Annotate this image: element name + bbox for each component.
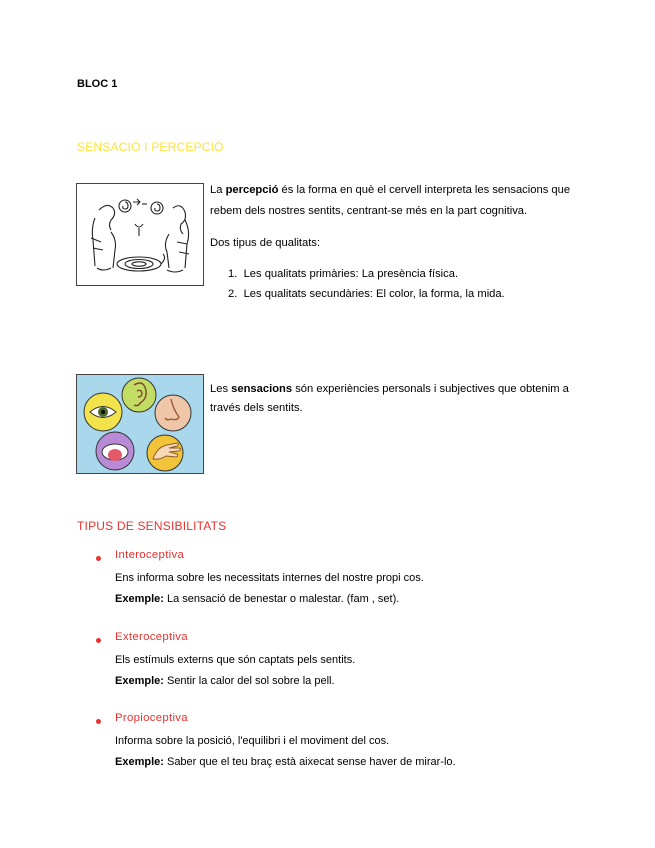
type-title-interoceptiva: Interoceptiva (115, 549, 185, 561)
bullet-icon (96, 638, 101, 643)
senses-drawing (77, 375, 203, 473)
perception-keyword: percepció (225, 184, 279, 196)
example-text: La sensació de benestar o malestar. (fam , set). (163, 593, 400, 605)
section-heading-sensibilitats: TIPUS DE SENSIBILITATS (77, 519, 227, 533)
quality-item-2-number: 2. (228, 288, 238, 300)
type-desc-interoceptiva: Ens informa sobre les necessitats internes del nostre propi cos. (115, 572, 424, 584)
section-heading-sensacio: SENSACIÓ I PERCEPCIÓ (77, 140, 224, 154)
senses-illustration (76, 374, 204, 474)
type-desc-exteroceptiva: Els estímuls externs que són captats pels sentits. (115, 654, 356, 666)
quality-item-1-number: 1. (228, 268, 238, 280)
type-desc-propioceptiva: Informa sobre la posició, l'equilibri i el moviment del cos. (115, 735, 390, 747)
sensations-pre: Les (210, 383, 232, 395)
nose-icon (155, 395, 191, 431)
bullet-icon (96, 719, 101, 724)
type-example-exteroceptiva (115, 675, 335, 687)
type-title-exteroceptiva: Exteroceptiva (115, 631, 188, 643)
sensations-keyword: sensacions (231, 383, 293, 395)
example-text: Saber que el teu braç està aixecat sense haver de mirar-lo. (163, 756, 456, 768)
quality-item-1 (228, 268, 458, 280)
perception-illustration (76, 183, 204, 286)
type-example-propioceptiva (115, 756, 456, 768)
perception-pre: La (210, 184, 226, 196)
type-example-interoceptiva (115, 593, 399, 605)
perception-paragraph (210, 180, 580, 222)
example-text: Sentir la calor del sol sobre la pell. (163, 675, 335, 687)
perception-drawing (77, 184, 203, 285)
perception-post: és la forma en què el cervell interpreta les sensacions que rebem dels nostres sentits, centrant-se més en la part cognitiva. (210, 184, 571, 217)
qualities-intro: Dos tipus de qualitats: (210, 237, 321, 249)
bloc-title: BLOC 1 (77, 78, 118, 90)
bullet-icon (96, 556, 101, 561)
quality-item-2-text: Les qualitats secundàries: El color, la forma, la mida. (243, 288, 505, 300)
example-label: Exemple: (115, 675, 164, 687)
example-label: Exemple: (115, 593, 164, 605)
quality-item-1-text: Les qualitats primàries: La presència física. (243, 268, 459, 280)
type-title-propioceptiva: Propioceptiva (115, 712, 188, 724)
example-label: Exemple: (115, 756, 164, 768)
quality-item-2 (228, 288, 505, 300)
sensations-paragraph (210, 380, 570, 418)
sensations-post: són experiències personals i subjectives que obtenim a través dels sentits. (210, 383, 569, 414)
